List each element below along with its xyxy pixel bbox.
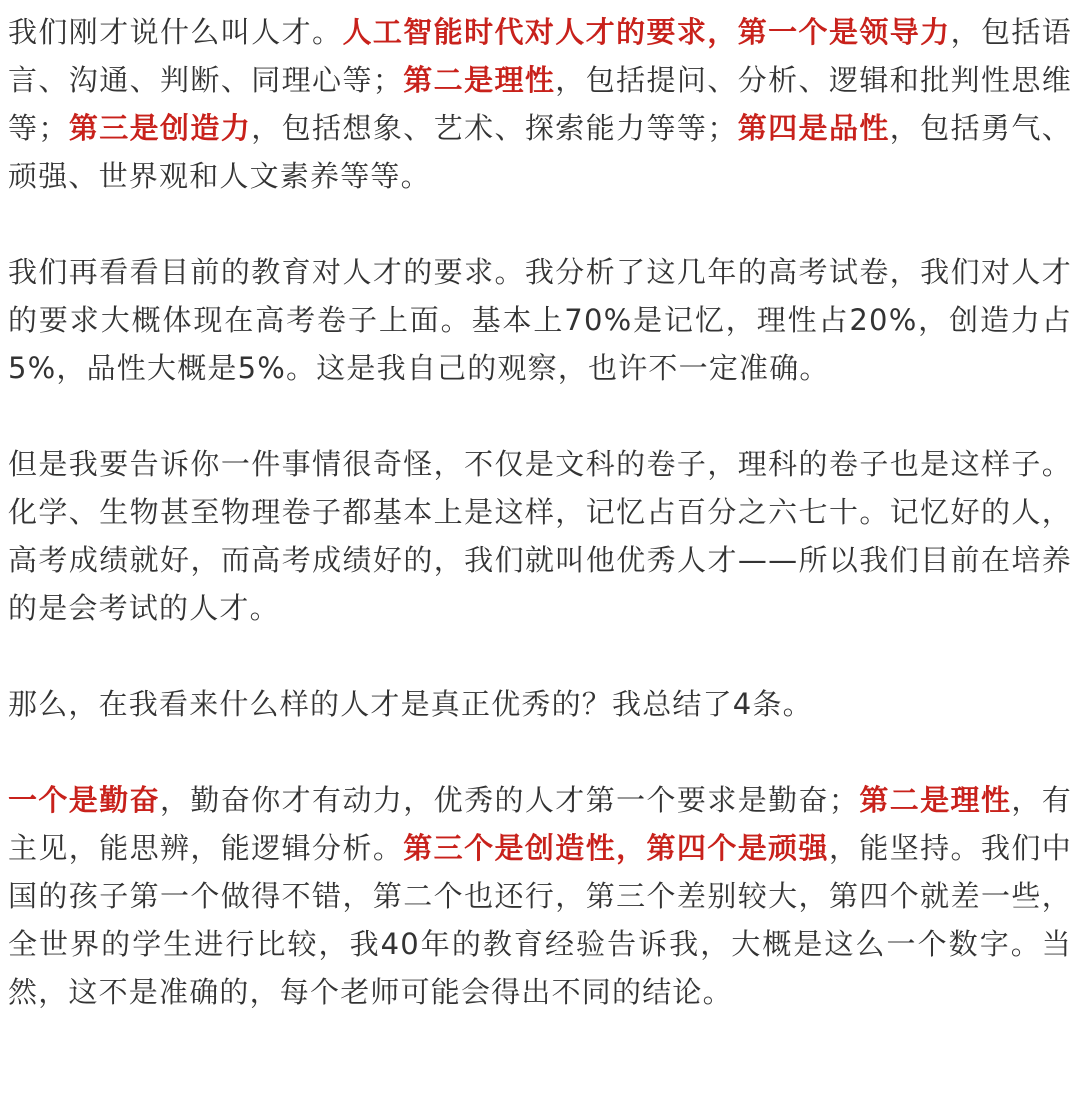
highlight-creativity-tenacity: 第三个是创造性，第四个是顽强 bbox=[403, 831, 829, 865]
highlight-character: 第四是品性 bbox=[737, 111, 890, 145]
highlight-rationality-second: 第二是理性 bbox=[859, 783, 1012, 817]
paragraph-four-qualities bbox=[8, 776, 1072, 1016]
highlight-rationality: 第二是理性 bbox=[403, 63, 556, 97]
text-segment: 那么，在我看来什么样的人才是真正优秀的？我总结了4条。 bbox=[8, 687, 813, 721]
text-segment: ，能坚持。我们中国的孩子第一个做得不错，第二个也还行，第三个差别较大，第四个就差一些，全世界的学生进行比较，我40年的教育经验告诉我，大概是这么一个数字。当然，这不是准确的，每个老师可能会得出不同的结论。 bbox=[8, 831, 1072, 1009]
paragraph-summary-question bbox=[8, 680, 1072, 728]
text-segment: ，有主见，能思辨，能逻辑分析。 bbox=[8, 783, 1072, 865]
text-segment: ，包括提问、分析、逻辑和批判性思维等； bbox=[8, 63, 1072, 145]
paragraph-talent-requirements bbox=[8, 8, 1072, 200]
text-segment: ，包括语言、沟通、判断、同理心等； bbox=[8, 15, 1072, 97]
text-segment: 但是我要告诉你一件事情很奇怪，不仅是文科的卷子，理科的卷子也是这样子。化学、生物甚至物理卷子都基本上是这样，记忆占百分之六七十。记忆好的人，高考成绩就好，而高考成绩好的，我们就叫他优秀人才——所以我们目前在培养的是会考试的人才。 bbox=[8, 447, 1072, 625]
paragraph-exam-analysis bbox=[8, 248, 1072, 392]
text-segment: ，包括想象、艺术、探索能力等等； bbox=[251, 111, 738, 145]
highlight-diligence: 一个是勤奋 bbox=[8, 783, 161, 817]
highlight-leadership: 人工智能时代对人才的要求，第一个是领导力 bbox=[342, 15, 951, 49]
text-segment: ，勤奋你才有动力，优秀的人才第一个要求是勤奋； bbox=[160, 783, 860, 817]
highlight-creativity: 第三是创造力 bbox=[68, 111, 252, 145]
paragraph-memory-emphasis bbox=[8, 440, 1072, 632]
text-segment: 我们刚才说什么叫人才。 bbox=[8, 15, 343, 49]
text-segment: 我们再看看目前的教育对人才的要求。我分析了这几年的高考试卷，我们对人才的要求大概体现在高考卷子上面。基本上70%是记忆，理性占20%，创造力占5%，品性大概是5%。这是我自己的观察，也许不一定准确。 bbox=[8, 255, 1072, 385]
text-segment: ，包括勇气、顽强、世界观和人文素养等等。 bbox=[8, 111, 1072, 193]
article-body bbox=[8, 8, 1072, 1016]
